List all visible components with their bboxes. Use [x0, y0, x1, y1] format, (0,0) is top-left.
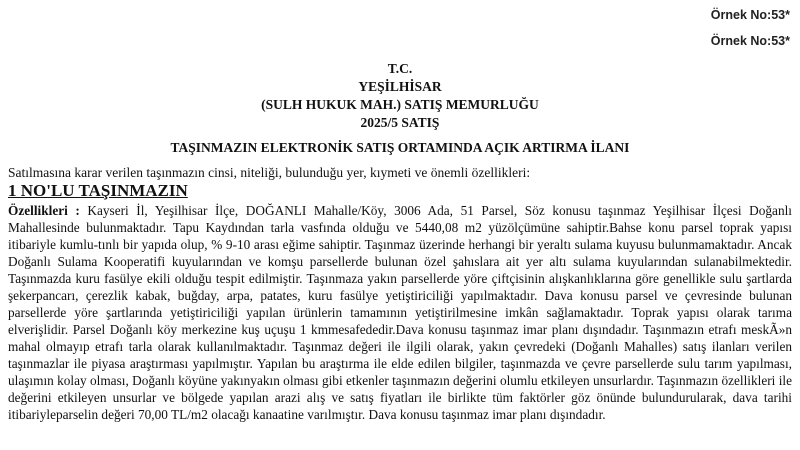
announcement-title: TAŞINMAZIN ELEKTRONİK SATIŞ ORTAMINDA AÇIK ARTIRMA İLANI: [170, 140, 630, 155]
features-text: Kayseri İl, Yeşilhisar İlçe, DOĞANLI Mahalle/Köy, 3006 Ada, 51 Parsel, Söz konusu taşınmaz Yeşilhisar İlçesi Doğanlı Mahallesinde bulunmaktadır. Tapu Kaydından tarla vasfında olduğu ve 5440,08 m2 yüzölçümüne sahiptir.Bahse konu parsel toprak yapısı itibariyle kumlu-tınlı bir yapıda olup, % 9-10 arası eğime sahiptir. Taşınmaz üzerinde herhangi bir yeraltı sulama kuyusu bulunmamaktadır. Ancak Doğanlı Sulama Kooperatifi kuyularından ve komşu parsellerde bulunan özel şahıslara ait yer altı sulama kuyularından sulanabilmektedir. Taşınmazda kuru fasülye ekili olduğu tespit edilmiştir. Taşınmaza yakın parsellerde yöre çiftçisinin alışkanlıklarına göre genellikle sulu şartlarda şekerpancarı, çerezlik kabak, buğday, arpa, patates, kuru fasülye yetiştiriciliği yapılmaktadır. Dava konusu parsel ve çevresinde bulunan parsellerde yöre şartlarında yetiştiriciliği yapılan ürünlerin tamamının yetiştirilmesine imkân sağlamaktadır. Toprak yapısı olarak tarıma elverişlidir. Parsel Doğanlı köy merkezine kuş uçuşu 1 kmmesafededir.Dava konusu taşınmaz imar planı dışındadır. Taşınmazın etrafı meskÃ»n mahal olmayıp etrafı tarla olarak kullanılmaktadır. Taşınmaz değeri ile ilgili olarak, yakın çevredeki (Doğanlı Mahalles) satış ilanları verilen taşınmazlar ile piyasa araştırması yapılmıştır. Yapılan bu araştırma ile elde edilen bilgiler, taşınmazda ve çevre parsellerde sulu tarım yapılması, ulaşımın kolay olması, Doğanlı köyüne yakınyakın olması gibi etkenler taşınmazın değerini olumlu etkileyen unsurlardır. Taşınmazın özellikleri ile değerini etkileyen unsurlar ve bölgede yapılan arazi alış ve satış fiyatları ile birlikte tüm faktörler göz önünde bulundurularak, dava tarihi itibariyleparselin değeri 70,00 TL/m2 olacağı kanaatine varılmıştır. Dava konusu taşınmaz imar planı dışındadır.: [8, 203, 792, 422]
header-line-tc: T.C.: [387, 61, 413, 76]
document-number: Örnek No:53*: [710, 34, 790, 48]
features-label: Özellikleri :: [8, 203, 80, 218]
intro-text: Satılmasına karar verilen taşınmazın cinsi, niteliği, bulunduğu yer, kıymeti ve önemli özellikleri:: [8, 165, 531, 180]
header-line-office: (SULH HUKUK MAH.) SATIŞ MEMURLUĞU: [261, 97, 539, 112]
document-number-top: Örnek No:53*: [710, 8, 790, 22]
section-heading: 1 NO'LU TAŞINMAZIN: [8, 181, 188, 200]
header-line-case-number: 2025/5 SATIŞ: [360, 115, 440, 130]
header-line-district: YEŞİLHİSAR: [358, 79, 442, 94]
property-description: [8, 202, 792, 423]
